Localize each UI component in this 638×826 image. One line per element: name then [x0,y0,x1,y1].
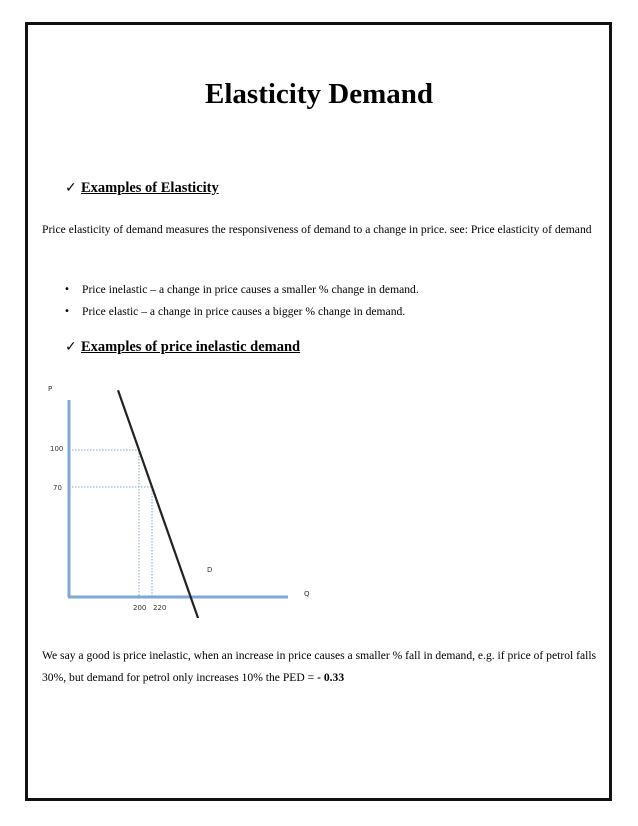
page-title: Elasticity Demand [205,78,433,110]
section-heading-examples-of-elasticity [65,180,219,197]
ped-value: - 0.33 [317,671,345,684]
section-heading-text: Examples of Elasticity [81,180,219,196]
demand-curve [118,390,202,618]
bullet-list [62,279,419,323]
x-axis-label: Q [304,590,310,598]
x-tick-label: 200 [133,604,147,612]
y-tick-label: 70 [53,484,62,492]
list-item [62,279,419,301]
list-item-text: Price elastic – a change in price causes a bigger % change in demand. [82,305,406,318]
section-heading-price-inelastic-examples [65,339,300,356]
definition-paragraph: Price elasticity of demand measures the responsiveness of demand to a change in price. see: Price elasticity of demand [42,223,592,236]
y-tick-label: 100 [50,445,64,453]
checkmark-icon: ✓ [65,180,77,196]
bullet-icon: • [64,306,70,317]
section-heading-text: Examples of price inelastic demand [81,339,301,355]
conclusion-paragraph [42,645,602,689]
x-tick-label: 220 [153,604,167,612]
demand-chart [40,378,330,618]
conclusion-text: We say a good is price inelastic, when an increase in price causes a smaller % fall in demand, e.g. if price of petrol falls 30%, but demand for petrol only increases 10% the PED = [42,649,597,684]
curve-label: D [207,566,213,574]
list-item [62,301,419,323]
y-axis-label: P [48,385,53,393]
list-item-text: Price inelastic – a change in price causes a smaller % change in demand. [82,283,419,296]
checkmark-icon: ✓ [65,339,77,355]
bullet-icon: • [64,284,70,295]
